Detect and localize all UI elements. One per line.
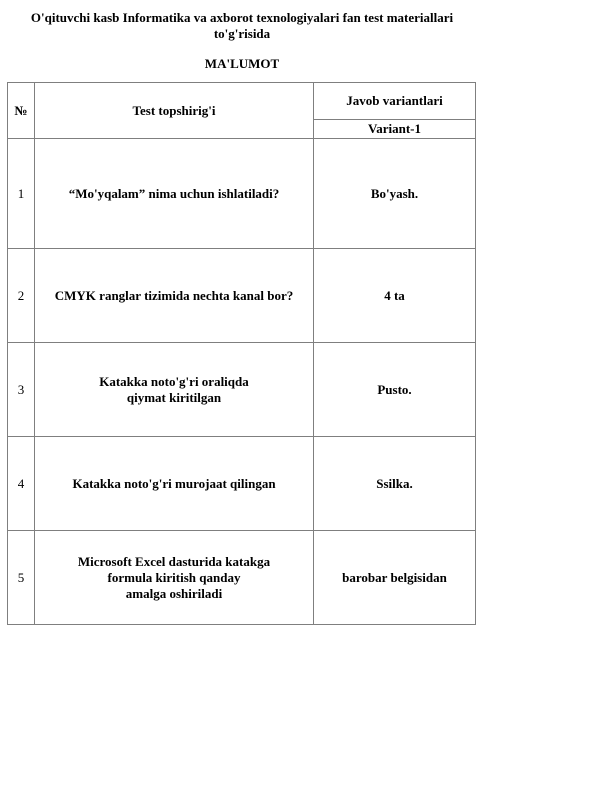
row-answer: Bo'yash. <box>314 139 476 249</box>
row-task <box>35 139 314 249</box>
table-row <box>8 139 476 249</box>
row-task-line: CMYK ranglar tizimida nechta kanal bor? <box>54 287 294 303</box>
header-variant: Variant-1 <box>314 120 476 139</box>
row-number: 5 <box>8 531 35 625</box>
table-header-row <box>8 83 476 120</box>
row-task-line: qiymat kiritilgan <box>126 389 222 405</box>
row-answer: barobar belgisidan <box>314 531 476 625</box>
row-task-line: Katakka noto'g'ri oraliqda <box>99 373 249 389</box>
header-answers: Javob variantlari <box>314 83 476 120</box>
header-number: № <box>8 83 35 139</box>
row-task-line: amalga oshiriladi <box>125 585 223 601</box>
document-title-line-2: to'g'risida <box>213 26 271 41</box>
row-answer: Pusto. <box>314 343 476 437</box>
row-number: 2 <box>8 249 35 343</box>
row-answer: Ssilka. <box>314 437 476 531</box>
document-subtitle: MA'LUMOT <box>204 56 280 71</box>
table-row <box>8 437 476 531</box>
row-task-line: Katakka noto'g'ri murojaat qilingan <box>72 475 276 491</box>
table-row <box>8 343 476 437</box>
row-task <box>35 343 314 437</box>
document-title-line-1: O'qituvchi kasb Informatika va axborot texnologiyalari fan test materiallari <box>30 10 454 25</box>
header-task: Test topshirig'i <box>35 83 314 139</box>
row-number: 4 <box>8 437 35 531</box>
row-task-line: “Mo'yqalam” nima uchun ishlatiladi? <box>68 185 280 201</box>
row-answer: 4 ta <box>314 249 476 343</box>
table-row <box>8 531 476 625</box>
row-task <box>35 531 314 625</box>
row-number: 3 <box>8 343 35 437</box>
row-task <box>35 437 314 531</box>
row-task-line: formula kiritish qanday <box>107 569 241 585</box>
row-task-line: Microsoft Excel dasturida katakga <box>77 553 271 569</box>
row-task <box>35 249 314 343</box>
table-row <box>8 249 476 343</box>
document-title <box>0 10 484 42</box>
test-table <box>7 82 476 625</box>
row-number: 1 <box>8 139 35 249</box>
